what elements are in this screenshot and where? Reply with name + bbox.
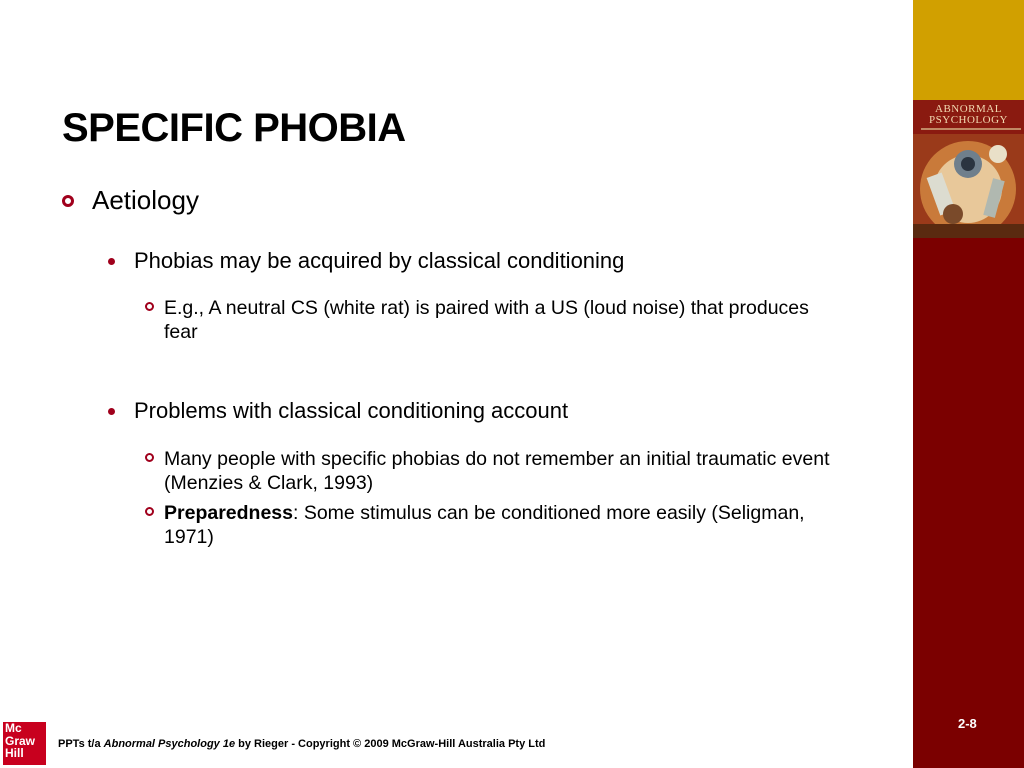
cover-subtitle-rule — [921, 128, 1021, 130]
ring-bullet-icon — [145, 302, 154, 311]
book-cover-title — [913, 104, 1024, 126]
bullet-text — [164, 501, 835, 549]
bullet-text: Many people with specific phobias do not remember an initial traumatic event (Menzies & Clark, 1993) — [164, 448, 830, 494]
bullet-text: Phobias may be acquired by classical conditioning — [134, 248, 625, 273]
cover-artwork — [913, 134, 1024, 238]
page-number: 2-8 — [958, 716, 977, 731]
footer-prefix: PPTs t/a — [58, 738, 104, 750]
gold-header-block — [913, 0, 1024, 100]
ring-bullet-icon — [62, 195, 74, 207]
preparedness-definition: : Some stimulus can be conditioned more easily (Seligman, 1971) — [164, 502, 805, 548]
bullet-level3-example — [145, 296, 835, 344]
bullet-level1 — [62, 185, 199, 216]
mcgraw-hill-logo — [3, 722, 46, 765]
bullet-level3-preparedness — [145, 501, 835, 549]
book-cover-image — [913, 100, 1024, 238]
bullet-level3-memory — [145, 447, 835, 495]
logo-line1: Mc — [5, 721, 22, 735]
footer-suffix: by Rieger - Copyright © 2009 McGraw-Hill Australia Pty Ltd — [235, 738, 546, 750]
footer-book-title: Abnormal Psychology 1e — [103, 738, 236, 750]
bullet-level2-problems — [108, 398, 568, 424]
ring-bullet-icon — [145, 507, 154, 516]
logo-line2: Graw — [5, 733, 36, 748]
logo-line3: Hill — [5, 746, 24, 760]
footer-copyright — [58, 738, 545, 750]
slide-title: SPECIFIC PHOBIA — [62, 106, 406, 150]
bullet-level2-classical — [108, 248, 624, 274]
dot-bullet-icon — [108, 408, 115, 415]
ring-bullet-icon — [145, 453, 154, 462]
cover-title-line2: PSYCHOLOGY — [929, 114, 1008, 126]
bullet-text: Problems with classical conditioning account — [134, 398, 569, 423]
dot-bullet-icon — [108, 258, 115, 265]
bullet-text: Aetiology — [92, 185, 199, 215]
cover-title-line1: ABNORMAL — [935, 103, 1002, 115]
preparedness-term: Preparedness — [164, 502, 293, 524]
bullet-text: E.g., A neutral CS (white rat) is paired with a US (loud noise) that produces fear — [164, 297, 809, 343]
